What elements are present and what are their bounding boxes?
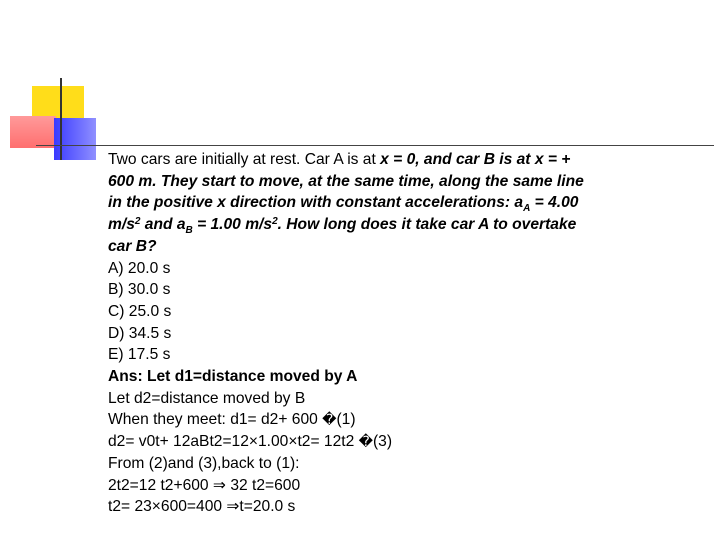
decor-vertical-line <box>60 78 62 160</box>
question-line-5: car B? <box>108 237 157 255</box>
question-line-3: in the positive x direction with constant accelerations: $a_A = 4.00$ <box>108 194 579 215</box>
answer-line-7: t2= 23×600=400 ⇒t=20.0 s <box>108 498 296 516</box>
missing-glyph-box: � <box>322 411 337 428</box>
decor-red-rectangle <box>10 116 56 148</box>
slide-body <box>108 149 698 518</box>
answer-line-6: 2t2=12 t2+600 ⇒ 32 t2=600 <box>108 476 301 494</box>
question-line-4: $m/s^2$ and $a_B = 1.00$ $m/s^2$. How long does it take car A to overtake <box>108 216 577 237</box>
answer-heading: Ans: Let d1=distance moved by A <box>108 368 358 386</box>
question-line-1: Two cars are initially at rest. Car A is at x = 0, and car B is at x = + <box>108 151 571 168</box>
option-c: C) 25.0 s <box>108 302 172 320</box>
answer-line-2: Let d2=distance moved by B <box>108 389 306 407</box>
option-a: A) 20.0 s <box>108 259 171 277</box>
option-b: B) 30.0 s <box>108 281 171 299</box>
decor-horizontal-rule <box>36 145 714 146</box>
missing-glyph-box: � <box>358 433 373 450</box>
answer-line-3: When they meet: d1= d2+ 600 �(1) <box>108 411 356 429</box>
question-line-2: 600 m. They start to move, at the same time, along the same line <box>108 172 584 190</box>
option-d: D) 34.5 s <box>108 324 172 342</box>
option-e: E) 17.5 s <box>108 346 171 364</box>
answer-line-4: d2= v0t+ 12aBt2=12×1.00×t2= 12t2 �(3) <box>108 433 393 451</box>
answer-line-5: From (2)and (3),back to (1): <box>108 454 300 472</box>
